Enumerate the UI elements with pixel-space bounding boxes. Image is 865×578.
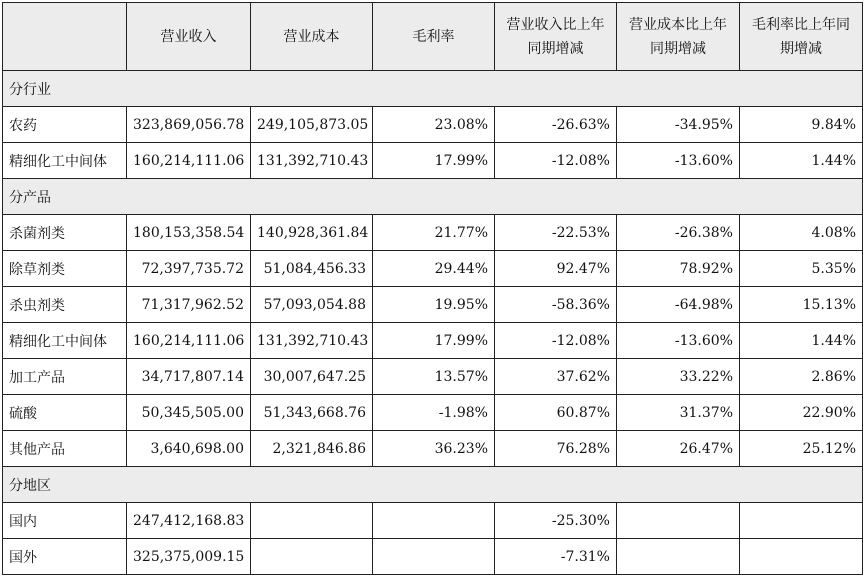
row-label: 杀菌剂类 xyxy=(3,215,127,251)
margin-change-cell: 1.44% xyxy=(740,143,863,179)
cost-change-cell: -34.95% xyxy=(617,107,740,143)
cost-cell: 249,105,873.05 xyxy=(251,107,373,143)
revenue-change-cell: -26.63% xyxy=(495,107,617,143)
revenue-change-cell: -7.31% xyxy=(495,539,617,575)
cost-change-cell: 26.47% xyxy=(617,431,740,467)
table-row xyxy=(3,395,863,431)
cost-cell: 57,093,054.88 xyxy=(251,287,373,323)
row-label: 硫酸 xyxy=(3,395,127,431)
header-row xyxy=(3,3,863,71)
table-row xyxy=(3,359,863,395)
revenue-change-cell: -12.08% xyxy=(495,143,617,179)
margin-change-cell: 1.44% xyxy=(740,323,863,359)
cost-cell: 51,343,668.76 xyxy=(251,395,373,431)
margin-cell: 23.08% xyxy=(373,107,495,143)
table-row xyxy=(3,107,863,143)
revenue-change-cell: 76.28% xyxy=(495,431,617,467)
cost-cell: 131,392,710.43 xyxy=(251,143,373,179)
revenue-cell: 71,317,962.52 xyxy=(127,287,251,323)
row-label: 国外 xyxy=(3,539,127,575)
margin-change-cell: 4.08% xyxy=(740,215,863,251)
revenue-cell: 50,345,505.00 xyxy=(127,395,251,431)
table-row xyxy=(3,503,863,539)
cost-cell: 30,007,647.25 xyxy=(251,359,373,395)
margin-cell: 17.99% xyxy=(373,143,495,179)
cost-change-cell xyxy=(617,503,740,539)
row-label: 精细化工中间体 xyxy=(3,143,127,179)
margin-change-cell: 2.86% xyxy=(740,359,863,395)
row-label: 除草剂类 xyxy=(3,251,127,287)
section-row xyxy=(3,467,863,503)
margin-change-cell: 22.90% xyxy=(740,395,863,431)
financial-table xyxy=(2,2,863,575)
revenue-cell: 34,717,807.14 xyxy=(127,359,251,395)
table-row xyxy=(3,539,863,575)
cost-change-cell: 33.22% xyxy=(617,359,740,395)
revenue-change-cell: 92.47% xyxy=(495,251,617,287)
revenue-change-cell: 37.62% xyxy=(495,359,617,395)
cost-cell xyxy=(251,539,373,575)
cost-change-cell: 78.92% xyxy=(617,251,740,287)
section-title: 分产品 xyxy=(3,179,863,215)
cost-cell: 131,392,710.43 xyxy=(251,323,373,359)
margin-cell xyxy=(373,503,495,539)
table-row xyxy=(3,251,863,287)
header-cell-margin-change: 毛利率比上年同期增减 xyxy=(740,3,863,71)
table-row xyxy=(3,287,863,323)
margin-cell: 19.95% xyxy=(373,287,495,323)
header-cell-cost-change: 营业成本比上年同期增减 xyxy=(617,3,740,71)
revenue-change-cell: -58.36% xyxy=(495,287,617,323)
revenue-change-cell: -22.53% xyxy=(495,215,617,251)
header-cell-margin: 毛利率 xyxy=(373,3,495,71)
margin-change-cell: 15.13% xyxy=(740,287,863,323)
margin-cell: 13.57% xyxy=(373,359,495,395)
table-row xyxy=(3,215,863,251)
revenue-cell: 160,214,111.06 xyxy=(127,143,251,179)
margin-cell: 17.99% xyxy=(373,323,495,359)
margin-change-cell: 5.35% xyxy=(740,251,863,287)
margin-change-cell xyxy=(740,503,863,539)
margin-cell: 29.44% xyxy=(373,251,495,287)
revenue-cell: 160,214,111.06 xyxy=(127,323,251,359)
section-row xyxy=(3,71,863,107)
margin-cell: -1.98% xyxy=(373,395,495,431)
cost-cell: 2,321,846.86 xyxy=(251,431,373,467)
header-cell-cost: 营业成本 xyxy=(251,3,373,71)
row-label: 精细化工中间体 xyxy=(3,323,127,359)
header-cell-revenue-change: 营业收入比上年同期增减 xyxy=(495,3,617,71)
margin-cell xyxy=(373,539,495,575)
cost-change-cell: -13.60% xyxy=(617,323,740,359)
row-label: 加工产品 xyxy=(3,359,127,395)
margin-change-cell: 9.84% xyxy=(740,107,863,143)
table-row xyxy=(3,143,863,179)
section-title: 分地区 xyxy=(3,467,863,503)
revenue-change-cell: 60.87% xyxy=(495,395,617,431)
header-cell-category xyxy=(3,3,127,71)
revenue-cell: 247,412,168.83 xyxy=(127,503,251,539)
revenue-cell: 180,153,358.54 xyxy=(127,215,251,251)
margin-change-cell: 25.12% xyxy=(740,431,863,467)
row-label: 国内 xyxy=(3,503,127,539)
revenue-cell: 3,640,698.00 xyxy=(127,431,251,467)
margin-cell: 21.77% xyxy=(373,215,495,251)
header-cell-revenue: 营业收入 xyxy=(127,3,251,71)
cost-cell xyxy=(251,503,373,539)
cost-change-cell xyxy=(617,539,740,575)
cost-change-cell: 31.37% xyxy=(617,395,740,431)
table-row xyxy=(3,431,863,467)
table-row xyxy=(3,323,863,359)
section-title: 分行业 xyxy=(3,71,863,107)
row-label: 其他产品 xyxy=(3,431,127,467)
section-row xyxy=(3,179,863,215)
cost-cell: 140,928,361.84 xyxy=(251,215,373,251)
cost-change-cell: -13.60% xyxy=(617,143,740,179)
cost-change-cell: -26.38% xyxy=(617,215,740,251)
table-body xyxy=(3,71,863,575)
row-label: 农药 xyxy=(3,107,127,143)
margin-change-cell xyxy=(740,539,863,575)
margin-cell: 36.23% xyxy=(373,431,495,467)
revenue-change-cell: -12.08% xyxy=(495,323,617,359)
revenue-cell: 72,397,735.72 xyxy=(127,251,251,287)
revenue-cell: 325,375,009.15 xyxy=(127,539,251,575)
row-label: 杀虫剂类 xyxy=(3,287,127,323)
revenue-change-cell: -25.30% xyxy=(495,503,617,539)
cost-change-cell: -64.98% xyxy=(617,287,740,323)
cost-cell: 51,084,456.33 xyxy=(251,251,373,287)
revenue-cell: 323,869,056.78 xyxy=(127,107,251,143)
